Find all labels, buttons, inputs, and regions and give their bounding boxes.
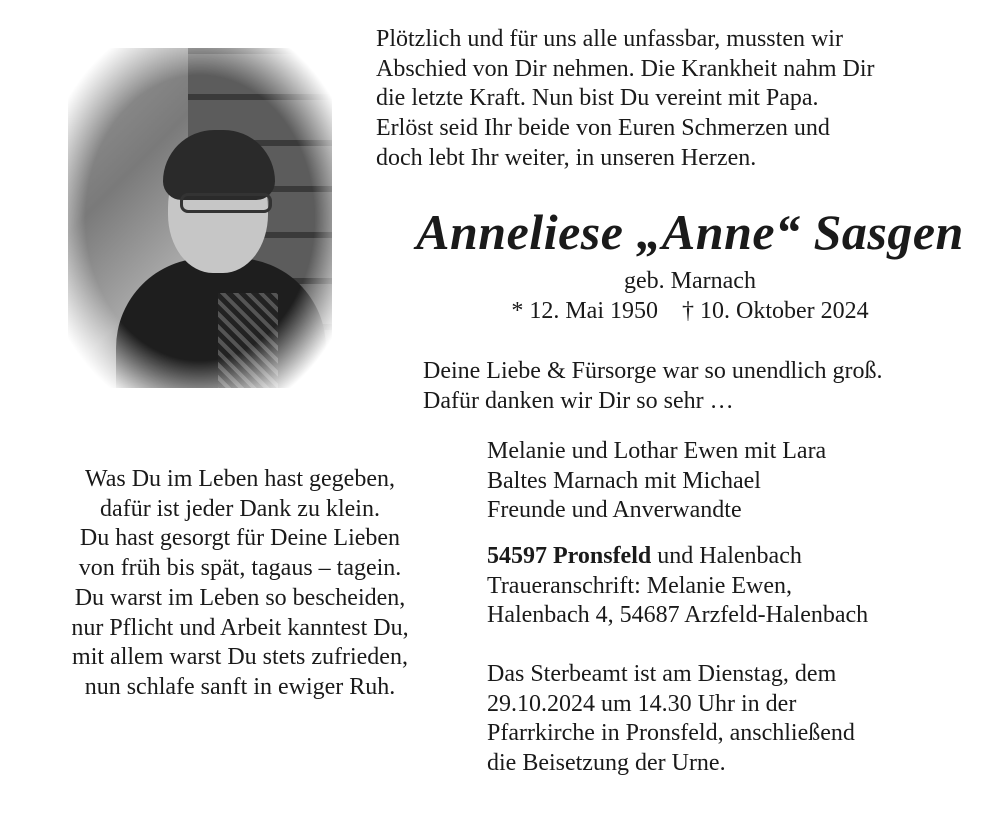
place-bold: 54597 Pronsfeld <box>487 543 652 569</box>
poem-line: mit allem warst Du stets zufrieden, <box>72 644 408 671</box>
address-line: Halenbach 4, 54687 Arzfeld-Halenbach <box>487 602 869 629</box>
family-line: Melanie und Lothar Ewen mit Lara <box>487 438 827 464</box>
birth-name: geb. Marnach <box>624 268 756 294</box>
poem-line: von früh bis spät, tagaus – tagein. <box>78 555 402 582</box>
service-info <box>487 660 855 779</box>
intro-text <box>376 25 875 174</box>
thanks-line: Dafür danken wir Dir so sehr … <box>423 387 734 414</box>
family-line: Freunde und Anverwandte <box>487 497 742 524</box>
intro-line: doch lebt Ihr weiter, in unseren Herzen. <box>376 144 757 171</box>
service-line: 29.10.2024 um 14.30 Uhr in der <box>487 690 797 717</box>
service-line: Pfarrkirche in Pronsfeld, anschließend <box>487 720 855 747</box>
poem-line: nur Pflicht und Arbeit kanntest Du, <box>71 614 409 641</box>
poem-line: dafür ist jeder Dank zu klein. <box>100 495 380 522</box>
poem-line: Du hast gesorgt für Deine Lieben <box>79 525 401 552</box>
poem-line: Du warst im Leben so bescheiden, <box>74 584 406 611</box>
poem-line: nun schlafe sanft in ewiger Ruh. <box>84 673 396 700</box>
place-rest: und Halenbach <box>651 543 802 569</box>
intro-line: die letzte Kraft. Nun bist Du vereint mit Papa. <box>376 85 819 112</box>
poem-line: Was Du im Leben hast gegeben, <box>85 466 395 492</box>
portrait-glasses <box>180 193 272 213</box>
dates: * 12. Mai 1950 † 10. Oktober 2024 <box>511 297 869 324</box>
intro-line: Erlöst seid Ihr beide von Euren Schmerzen und <box>376 115 830 142</box>
thanks-text <box>423 357 882 416</box>
address-line: Traueranschrift: Melanie Ewen, <box>487 572 793 599</box>
thanks-line: Deine Liebe & Fürsorge war so unendlich groß. <box>423 358 883 384</box>
service-line: Das Sterbeamt ist am Dienstag, dem <box>487 661 837 687</box>
poem <box>20 465 460 703</box>
portrait-blouse <box>218 293 278 388</box>
life-dates <box>400 267 980 326</box>
intro-line: Abschied von Dir nehmen. Die Krankheit nahm Dir <box>376 55 875 82</box>
portrait-photo <box>68 48 332 388</box>
address-block <box>487 542 868 631</box>
service-line: die Beisetzung der Urne. <box>487 750 726 777</box>
family-list <box>487 437 826 526</box>
intro-line: Plötzlich und für uns alle unfassbar, mussten wir <box>376 26 843 52</box>
deceased-name: Anneliese „Anne“ Sasgen <box>416 204 964 260</box>
family-line: Baltes Marnach mit Michael <box>487 467 761 494</box>
